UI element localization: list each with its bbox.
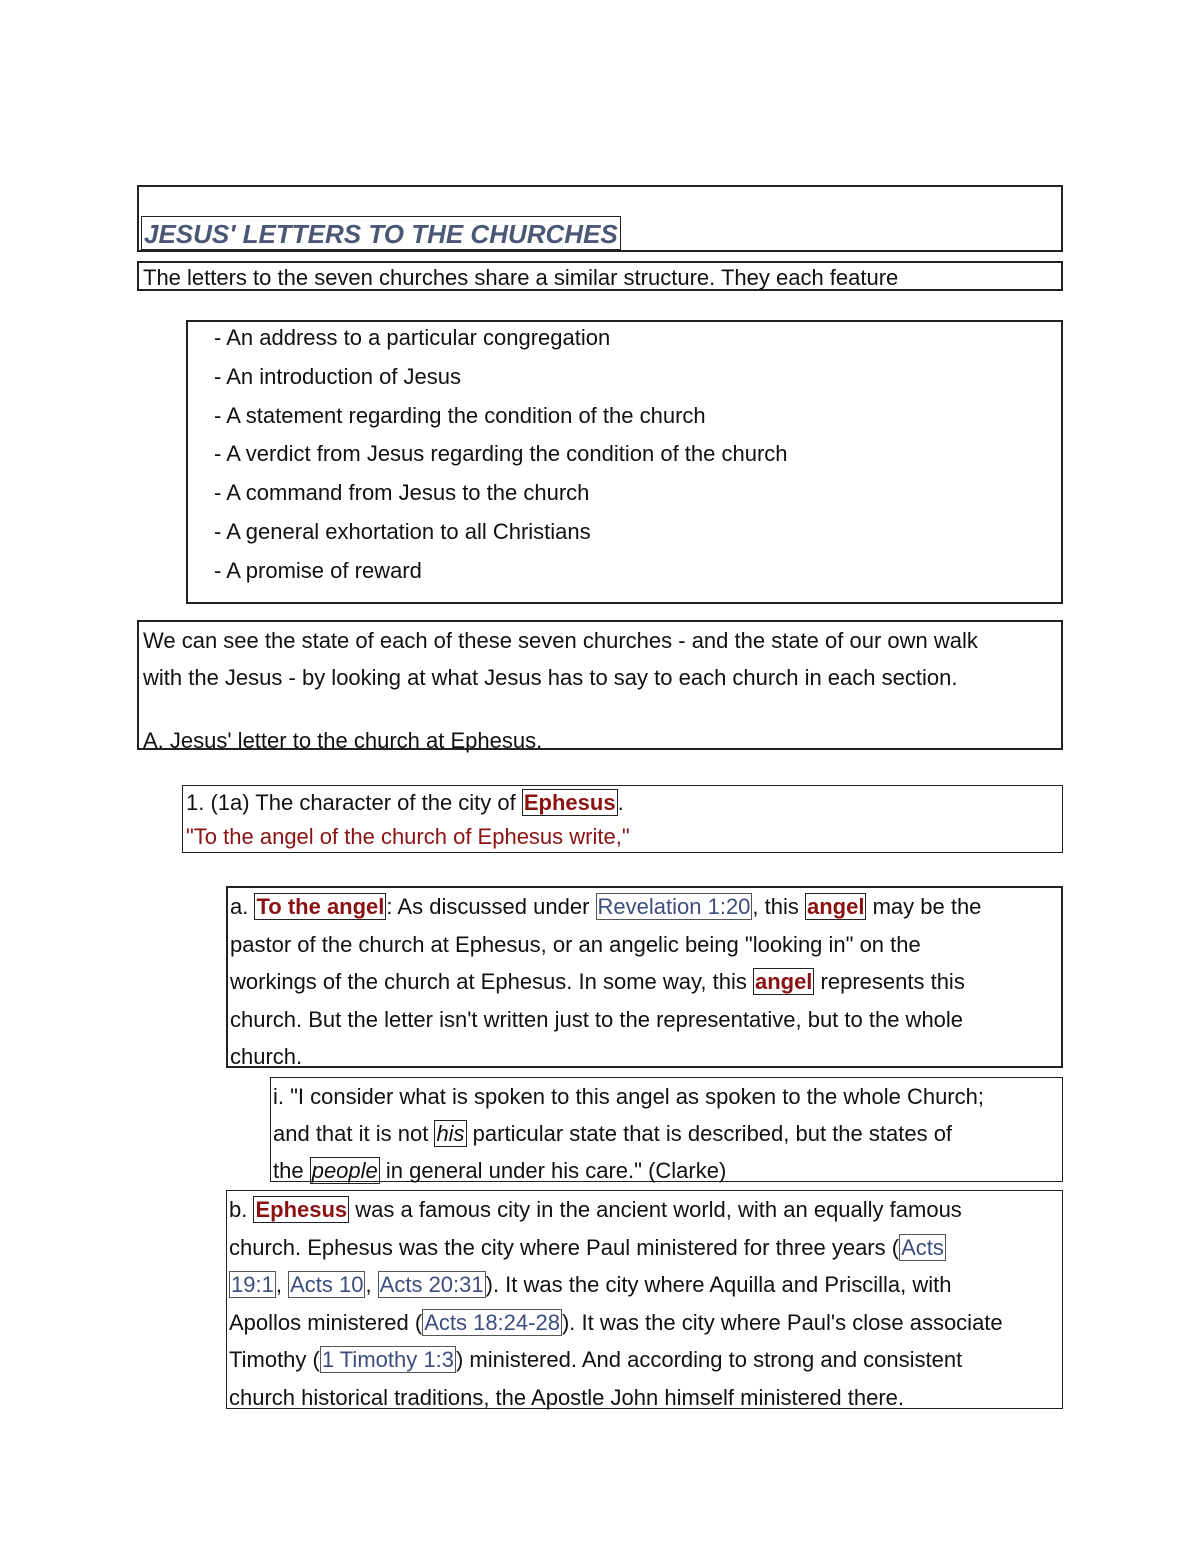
- term-angel: angel: [807, 894, 865, 919]
- point-b-line: 19:1, Acts 10, Acts 20:31). It was the city where Aquilla and Priscilla, with: [231, 1272, 952, 1298]
- point-1-block: [182, 785, 1063, 853]
- point-a-line: workings of the church at Ephesus. In some way, this angel represents this: [230, 969, 965, 994]
- term-ephesus: Ephesus: [255, 1197, 348, 1222]
- list-item: - A general exhortation to all Christians: [214, 518, 591, 544]
- term-angel: angel: [754, 969, 813, 994]
- point-b-line: Apollos ministered (Acts 18:24-28). It was the city where Paul's close associate: [229, 1309, 1003, 1335]
- point-b-line: church. Ephesus was the city where Paul ministered for three years (Acts: [229, 1234, 944, 1260]
- intro-block: [137, 261, 1063, 291]
- ref-1-timothy-1-3[interactable]: 1 Timothy 1:3: [321, 1347, 454, 1373]
- list-item: - An address to a particular congregation: [214, 325, 611, 350]
- list-item: - A promise of reward: [214, 557, 422, 583]
- list-item: - A verdict from Jesus regarding the condition of the church: [214, 441, 788, 467]
- list-item: - A statement regarding the condition of the church: [214, 402, 706, 428]
- point-b-line: b. Ephesus was a famous city in the ancient world, with an equally famous: [229, 1197, 962, 1222]
- point-1-heading: 1. (1a) The character of the city of Ephesus.: [186, 790, 624, 815]
- point-a-line: a. To the angel: As discussed under Revelation 1:20, this angel may be the: [230, 894, 982, 919]
- list-item: - A command from Jesus to the church: [214, 480, 590, 506]
- point-a-line: church. But the letter isn't written just to the representative, but to the whole: [230, 1006, 964, 1032]
- point-i-line: i. "I consider what is spoken to this angel as spoken to the whole Church;: [273, 1084, 984, 1109]
- point-a-line: pastor of the church at Ephesus, or an angelic being "looking in" on the: [230, 931, 921, 957]
- ref-acts-10[interactable]: Acts 10: [290, 1272, 364, 1298]
- point-a-line: church.: [230, 1044, 303, 1069]
- ref-acts-18-24-28[interactable]: Acts 18:24-28: [424, 1309, 560, 1335]
- state-line: with the Jesus - by looking at what Jesus has to say to each church in each section.: [143, 665, 958, 690]
- intro-text: The letters to the seven churches share a similar structure. They each feature: [143, 265, 899, 290]
- list-item: - An introduction of Jesus: [214, 363, 462, 389]
- emphasis-his: his: [436, 1121, 465, 1146]
- ref-acts-20-31[interactable]: Acts 20:31: [379, 1272, 484, 1298]
- point-a-block: [226, 886, 1063, 1068]
- point-i-block: [270, 1077, 1063, 1182]
- term-ephesus: Ephesus: [523, 790, 616, 815]
- point-b-block: [226, 1190, 1063, 1409]
- point-b-line: Timothy (1 Timothy 1:3) ministered. And according to strong and consistent: [229, 1347, 963, 1373]
- ref-acts-19-1[interactable]: 19:1: [231, 1272, 274, 1298]
- state-line: We can see the state of each of these seven churches - and the state of our own walk: [143, 628, 978, 653]
- scripture-quote: "To the angel of the church of Ephesus write,": [186, 824, 630, 849]
- ref-revelation-1-20[interactable]: Revelation 1:20: [597, 894, 751, 919]
- point-b-line: church historical traditions, the Apostle John himself ministered there.: [229, 1384, 904, 1410]
- section-heading: A. Jesus' letter to the church at Ephesus.: [143, 728, 543, 753]
- ref-acts-19-1[interactable]: Acts: [901, 1234, 944, 1260]
- state-block: [137, 620, 1063, 753]
- emphasis-people: people: [311, 1158, 378, 1183]
- features-list: [186, 320, 1063, 604]
- page-title: JESUS' LETTERS TO THE CHURCHES: [141, 216, 621, 250]
- term-to-the-angel: To the angel: [256, 894, 385, 919]
- point-i-line: and that it is not his particular state that is described, but the states of: [273, 1121, 953, 1146]
- point-i-line: the people in general under his care." (Clarke): [273, 1158, 727, 1183]
